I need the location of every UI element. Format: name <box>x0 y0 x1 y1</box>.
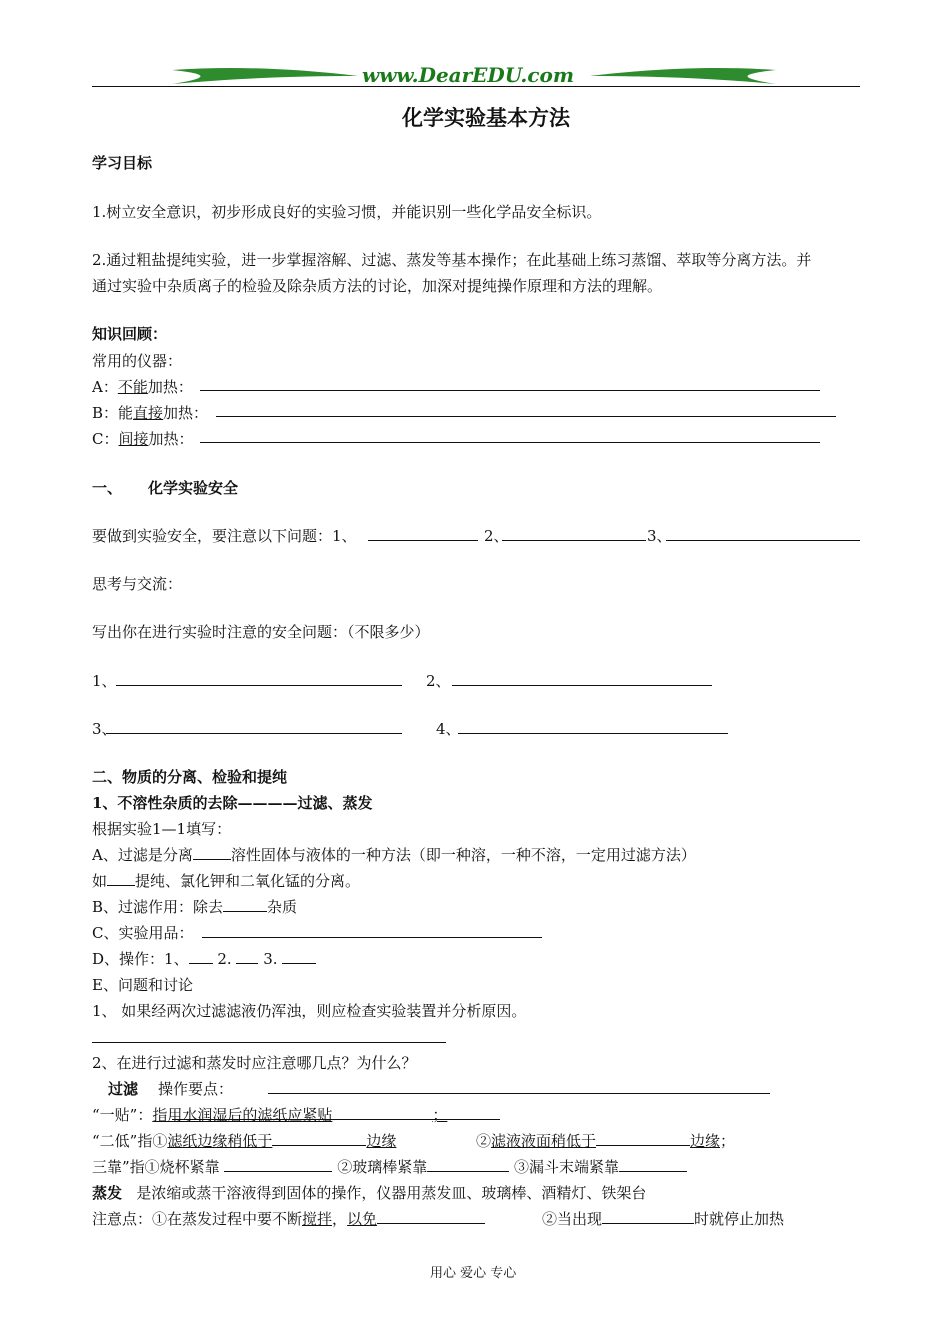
review-c-suffix: 加热： <box>148 430 194 448</box>
note-pre: 注意点：①在蒸发过程中要不断 <box>92 1210 303 1228</box>
sankao-2: ②玻璃棒紧靠 <box>337 1158 428 1176</box>
review-c-blank[interactable] <box>200 442 820 443</box>
item-example-pre: 如 <box>92 872 108 890</box>
evap-text: 是浓缩或蒸干溶液得到固体的操作，仪器用蒸发皿、玻璃棒、酒精灯、铁架台 <box>136 1184 647 1202</box>
note-stir: 搅拌 <box>302 1210 333 1228</box>
item-b-post: 杂质 <box>267 898 298 916</box>
objective-2-line2: 通过实验中杂质离子的检验及除杂质方法的讨论，加深对提纯操作原理和方法的理解。 <box>92 277 663 295</box>
yitie-row <box>92 1104 447 1125</box>
review-c-key: 间接 <box>118 430 149 448</box>
think-exchange: 思考与交流： <box>92 575 183 593</box>
section2-heading: 二、物质的分离、检验和提纯 <box>92 768 288 786</box>
logo-text[interactable]: www.DearEDU.com <box>362 63 575 87</box>
yitie-end: ； <box>432 1106 448 1124</box>
item-d-pre: D、操作：1、 <box>92 950 189 968</box>
fill-instruction: 根据实验1—1填写： <box>92 820 232 838</box>
safety-num-3: 3、 <box>647 527 672 545</box>
note-end: 时就停止加热 <box>694 1210 785 1228</box>
review-b-blank[interactable] <box>216 416 836 417</box>
note-row-b <box>542 1208 784 1229</box>
safety-q1-blank[interactable] <box>116 685 402 686</box>
review-a-blank[interactable] <box>200 390 820 391</box>
instruments-label: 常用的仪器： <box>92 352 183 370</box>
safety-blank-1[interactable] <box>368 540 478 541</box>
item-d-blank-2[interactable] <box>236 949 258 964</box>
sankao-blank-2[interactable] <box>427 1157 509 1172</box>
review-a-prefix: A： <box>92 378 118 396</box>
sankao-blank-1[interactable] <box>224 1157 332 1172</box>
review-b <box>92 402 208 423</box>
safety-q4-blank[interactable] <box>458 733 728 734</box>
item-b-pre: B、过滤作用：除去 <box>92 898 224 916</box>
filter-ops-blank[interactable] <box>268 1093 770 1094</box>
erdi-end: ； <box>720 1132 736 1150</box>
evap-label: 蒸发 <box>92 1184 123 1202</box>
note-2: ②当出现 <box>542 1210 603 1228</box>
review-c-prefix: C： <box>92 430 119 448</box>
safety-q2-blank[interactable] <box>452 685 712 686</box>
review-a-key: 不能 <box>117 378 148 396</box>
erdi-b0: ② <box>476 1132 492 1150</box>
erdi-b1: 滤液液面稍低于 <box>491 1132 597 1150</box>
note-avoid: 以免 <box>347 1210 378 1228</box>
evap-row <box>92 1182 646 1203</box>
page-title: 化学实验基本方法 <box>402 106 570 130</box>
safety-num-2: 2、 <box>484 527 509 545</box>
safety-blank-2[interactable] <box>502 540 646 541</box>
note-blank-1[interactable] <box>377 1209 485 1224</box>
item-d-3: 3. <box>263 950 278 968</box>
filter-label: 过滤 <box>108 1080 139 1098</box>
sankao-3: ③漏斗末端紧靠 <box>514 1158 620 1176</box>
erdi-row-b <box>476 1130 735 1151</box>
safety-q3-num: 3、 <box>92 720 117 738</box>
item-d-blank-3[interactable] <box>282 949 316 964</box>
safety-q2-num: 2、 <box>426 672 451 690</box>
yitie-blank[interactable] <box>332 1105 432 1120</box>
review-heading: 知识回顾： <box>92 325 168 343</box>
item-d <box>92 948 316 969</box>
section1-number: 一、 <box>92 479 123 497</box>
review-c <box>92 428 194 449</box>
yitie-underline <box>172 1119 500 1120</box>
review-b-suffix: 加热： <box>163 404 209 422</box>
sankao-blank-3[interactable] <box>619 1157 687 1172</box>
header-rule <box>92 86 860 87</box>
item-c: C、实验用品： <box>92 924 194 942</box>
review-a-suffix: 加热： <box>147 378 193 396</box>
note-blank-2[interactable] <box>602 1209 694 1224</box>
discussion-q2: 2、在进行过滤和蒸发时应注意哪几点？为什么？ <box>92 1054 417 1072</box>
review-b-prefix: B：能 <box>92 404 134 422</box>
item-a-blank[interactable] <box>193 845 231 860</box>
section1-heading: 化学实验安全 <box>148 479 239 497</box>
item-example <box>92 870 360 891</box>
item-e: E、问题和讨论 <box>92 976 193 994</box>
erdi-label: “二低”指① <box>92 1132 168 1150</box>
erdi-a1: 滤纸边缘稍低于 <box>167 1132 273 1150</box>
objective-2-line1: 2.通过粗盐提纯实验，进一步掌握溶解、过滤、蒸发等基本操作；在此基础上练习蒸馏、萃取等分离方法。并 <box>92 251 812 269</box>
item-example-blank[interactable] <box>107 871 135 886</box>
review-b-key: 直接 <box>133 404 164 422</box>
yitie-label: “一贴”： <box>92 1106 153 1124</box>
erdi-row <box>92 1130 396 1151</box>
logo-swoosh-left <box>170 64 360 86</box>
logo-swoosh-right <box>588 64 778 86</box>
sankao-1: 三靠”指①烧杯紧靠 <box>92 1158 220 1176</box>
item-a-pre: A、过滤是分离 <box>92 846 193 864</box>
erdi-blank-2[interactable] <box>596 1131 690 1146</box>
discussion-q1-blank[interactable] <box>92 1042 446 1043</box>
safety-prompt: 要做到实验安全，要注意以下问题：1、 <box>92 527 357 545</box>
safety-q3-blank[interactable] <box>106 733 402 734</box>
erdi-a2: 边缘 <box>366 1132 397 1150</box>
note-mid: ， <box>332 1210 348 1228</box>
write-prompt: 写出你在进行实验时注意的安全问题：（不限多少） <box>92 623 430 641</box>
objective-1: 1.树立安全意识，初步形成良好的实验习惯，并能识别一些化学品安全标识。 <box>92 203 602 221</box>
safety-blank-3[interactable] <box>666 540 860 541</box>
item-d-2: 2. <box>217 950 232 968</box>
item-a <box>92 844 696 865</box>
objectives-heading: 学习目标 <box>92 154 153 172</box>
item-d-blank-1[interactable] <box>189 949 213 964</box>
note-row <box>92 1208 485 1229</box>
erdi-b2: 边缘 <box>690 1132 721 1150</box>
filter-ops-label: 操作要点： <box>158 1080 234 1098</box>
yitie-text: 指用水润湿后的滤纸应紧贴 <box>152 1106 333 1124</box>
discussion-q1: 1、 如果经两次过滤滤液仍浑浊，则应检查实验装置并分析原因。 <box>92 1002 527 1020</box>
item-a-post: 溶性固体与液体的一种方法（即一种溶，一种不溶，一定用过滤方法） <box>230 846 696 864</box>
item-b-blank[interactable] <box>223 897 267 912</box>
review-a <box>92 376 193 397</box>
item-b <box>92 896 297 917</box>
page-footer: 用心 爱心 专心 <box>430 1266 517 1281</box>
sankao-row <box>92 1156 687 1177</box>
item-example-post: 提纯、氯化钾和二氧化锰的分离。 <box>135 872 361 890</box>
safety-q4-num: 4、 <box>436 720 461 738</box>
section2-sub1: 1、不溶性杂质的去除————过滤、蒸发 <box>92 794 373 812</box>
item-c-blank[interactable] <box>202 937 542 938</box>
safety-q1-num: 1、 <box>92 672 117 690</box>
erdi-blank-1[interactable] <box>272 1131 366 1146</box>
